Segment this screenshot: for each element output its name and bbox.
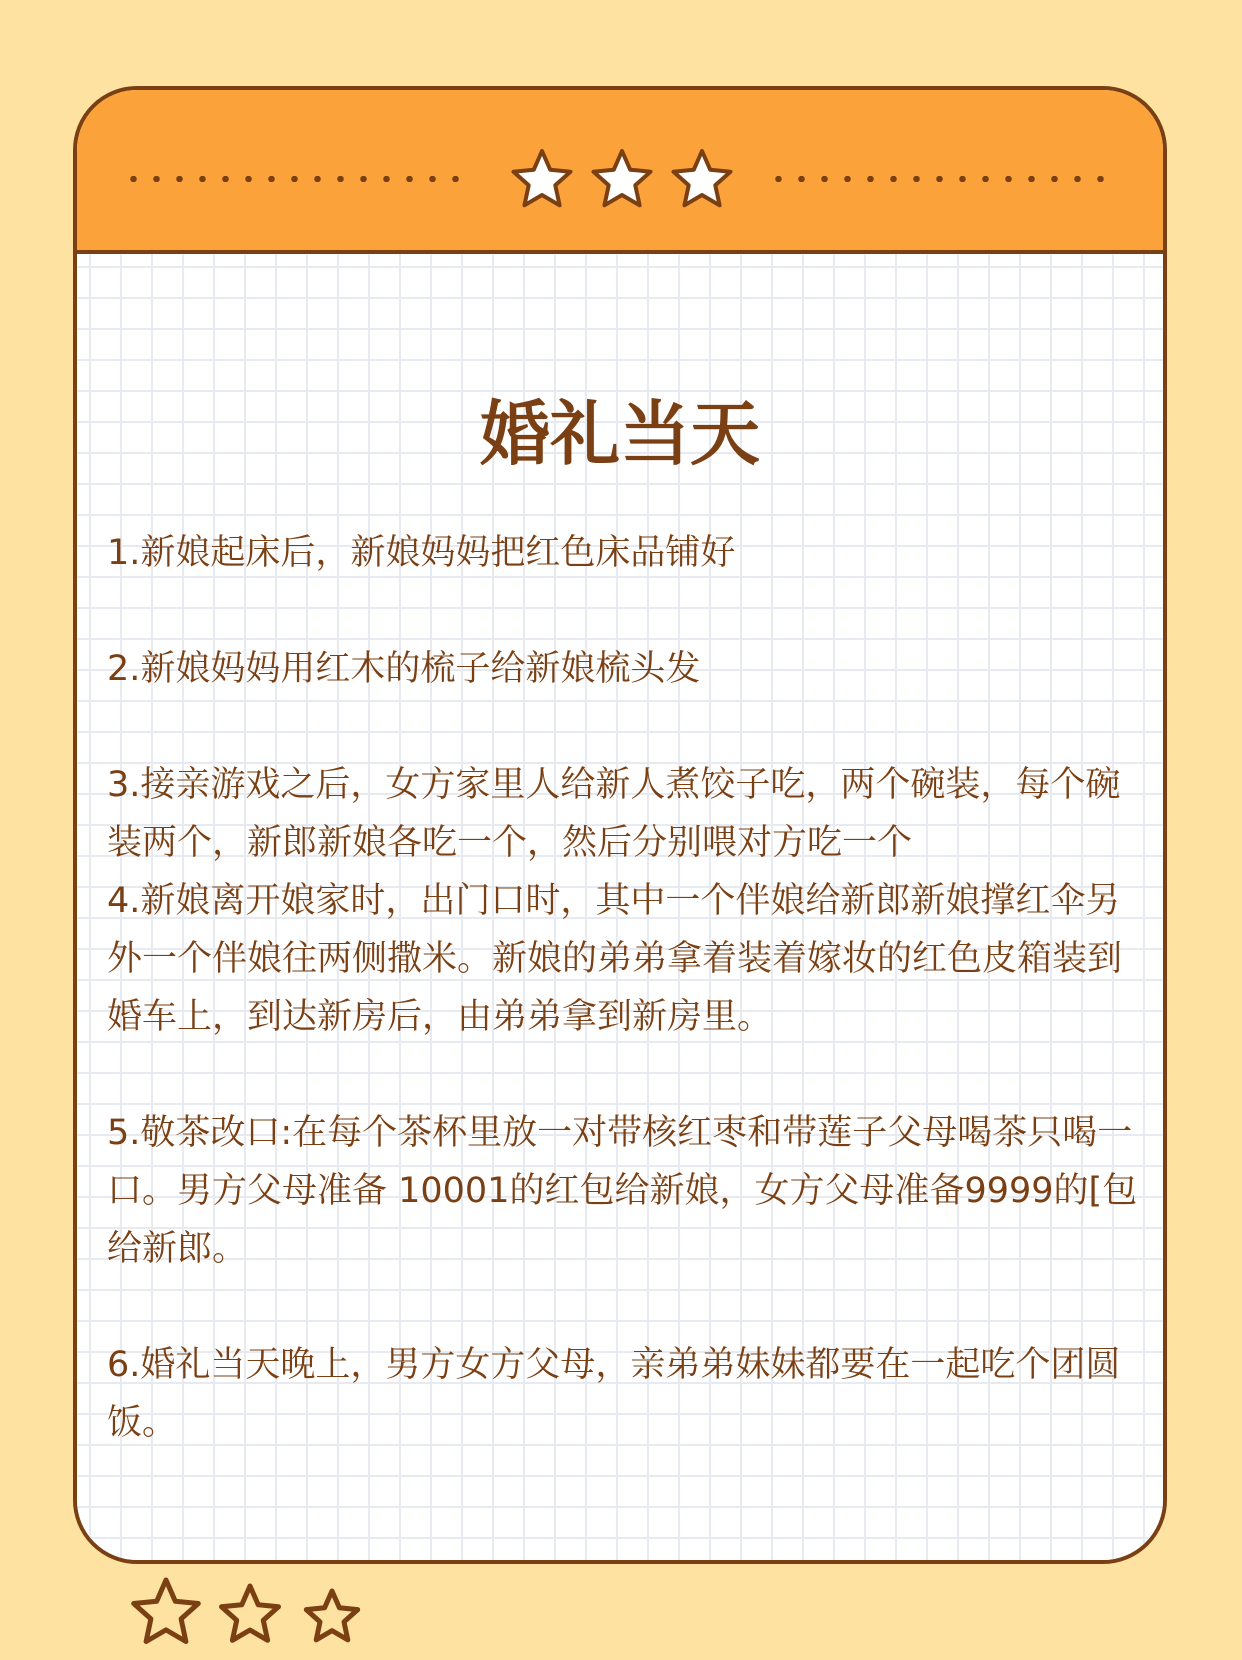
list-item: 3.接亲游戏之后，女方家里人给新人煮饺子吃，两个碗装，每个碗装两个，新郎新娘各吃一个，然后分别喂对方吃一个 <box>107 765 1121 863</box>
star-outline-icon <box>222 1586 279 1640</box>
header-stars <box>507 146 737 216</box>
card-header <box>77 90 1163 254</box>
list-item: 2.新娘妈妈用红木的梳子给新娘梳头发 <box>107 649 701 689</box>
page-title: 婚礼当天 <box>480 393 760 475</box>
star-outline-icon <box>306 1591 357 1640</box>
star-icon <box>514 151 571 205</box>
star-outline-icon <box>134 1580 199 1642</box>
star-icon <box>594 151 651 205</box>
dotted-line-left <box>122 176 467 182</box>
grid-paper <box>77 254 1163 1564</box>
list-item: 1.新娘起床后，新娘妈妈把红色床品铺好 <box>107 533 736 573</box>
list-item: 5.敬茶改口:在每个茶杯里放一对带核红枣和带莲子父母喝茶只喝一口。男方父母准备 10001的红包给新娘，女方父母准备9999的[包给新郎。 <box>107 1113 1138 1269</box>
dotted-line-right <box>767 176 1112 182</box>
footer-stars <box>130 1570 370 1656</box>
content-list <box>107 524 1139 1452</box>
list-item: 4.新娘离开娘家时，出门口时，其中一个伴娘给新郎新娘撑红伞另外一个伴娘往两侧撒米。新娘的弟弟拿着装着嫁妆的红色皮箱装到婚车上，到达新房后，由弟弟拿到新房里。 <box>107 881 1123 1037</box>
list-item: 6.婚礼当天晚上，男方女方父母，亲弟弟妹妹都要在一起吃个团圆饭。 <box>107 1345 1121 1443</box>
note-card <box>73 86 1167 1564</box>
star-icon <box>674 151 731 205</box>
